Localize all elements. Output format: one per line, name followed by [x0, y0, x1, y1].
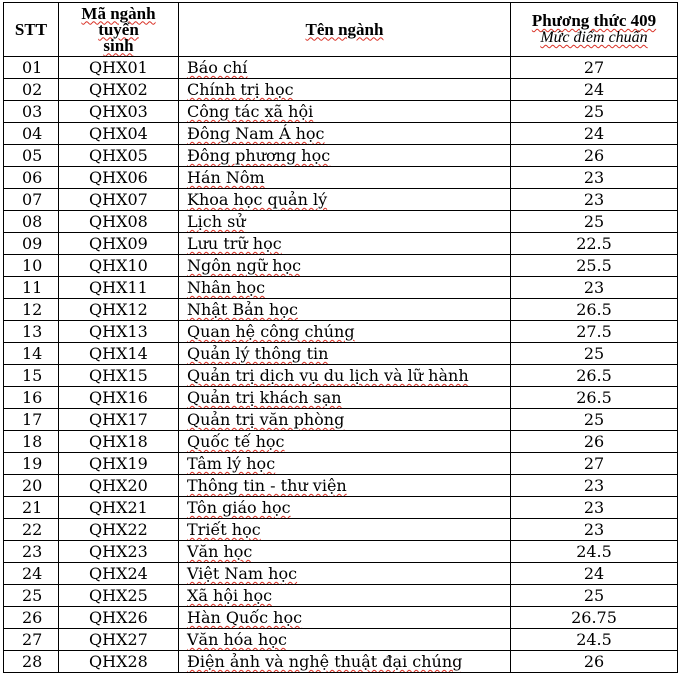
table-row — [4, 189, 678, 211]
row-stt: 18 — [4, 431, 59, 453]
row-major-name — [179, 519, 511, 541]
row-code: QHX22 — [59, 519, 179, 541]
row-stt: 21 — [4, 497, 59, 519]
row-code: QHX27 — [59, 629, 179, 651]
table-row — [4, 123, 678, 145]
row-code: QHX19 — [59, 453, 179, 475]
row-major-name — [179, 607, 511, 629]
row-major-name — [179, 79, 511, 101]
table-row — [4, 453, 678, 475]
table-row — [4, 299, 678, 321]
row-major-name — [179, 255, 511, 277]
header-name-label: Tên ngành — [305, 19, 384, 39]
row-score: 24 — [511, 563, 678, 585]
row-major-name — [179, 431, 511, 453]
row-major-name — [179, 277, 511, 299]
table-row — [4, 233, 678, 255]
row-code: QHX15 — [59, 365, 179, 387]
row-score: 26.5 — [511, 299, 678, 321]
table-row — [4, 607, 678, 629]
row-major-name — [179, 123, 511, 145]
row-major-name-text: Nhân học — [187, 278, 266, 297]
row-code: QHX01 — [59, 57, 179, 79]
row-code: QHX26 — [59, 607, 179, 629]
table-row — [4, 541, 678, 563]
row-major-name — [179, 387, 511, 409]
row-major-name-text: Nhật Bản học — [187, 300, 298, 319]
row-code: QHX17 — [59, 409, 179, 431]
header-name — [179, 3, 511, 57]
row-code: QHX23 — [59, 541, 179, 563]
row-score: 24.5 — [511, 541, 678, 563]
header-stt: STT — [4, 3, 59, 57]
row-code: QHX05 — [59, 145, 179, 167]
row-stt: 14 — [4, 343, 59, 365]
row-score: 23 — [511, 475, 678, 497]
row-major-name-text: Quan hệ công chúng — [187, 322, 355, 341]
row-score: 26.5 — [511, 387, 678, 409]
row-major-name-text: Khoa học quản lý — [187, 190, 328, 209]
table-body — [4, 57, 678, 673]
row-major-name — [179, 299, 511, 321]
row-code: QHX28 — [59, 651, 179, 673]
row-major-name — [179, 145, 511, 167]
row-code: QHX11 — [59, 277, 179, 299]
row-code: QHX16 — [59, 387, 179, 409]
row-score: 25 — [511, 585, 678, 607]
row-major-name-text: Xã hội học — [187, 586, 273, 605]
table-row — [4, 387, 678, 409]
row-major-name-text: Quản trị khách sạn — [187, 388, 342, 407]
row-major-name-text: Quản trị văn phòng — [187, 410, 345, 429]
row-stt: 01 — [4, 57, 59, 79]
row-stt: 24 — [4, 563, 59, 585]
row-stt: 22 — [4, 519, 59, 541]
header-code-line3: sinh — [103, 35, 134, 55]
row-major-name-text: Văn hóa học — [187, 630, 287, 649]
row-major-name-text: Thông tin - thư viện — [187, 476, 347, 495]
row-code: QHX12 — [59, 299, 179, 321]
row-major-name — [179, 343, 511, 365]
table-row — [4, 277, 678, 299]
table-row — [4, 343, 678, 365]
row-stt: 23 — [4, 541, 59, 563]
row-stt: 17 — [4, 409, 59, 431]
table-row — [4, 475, 678, 497]
row-code: QHX07 — [59, 189, 179, 211]
row-major-name-text: Quản trị dịch vụ du lịch và lữ hành — [187, 366, 469, 385]
table-row — [4, 79, 678, 101]
row-code: QHX10 — [59, 255, 179, 277]
row-stt: 11 — [4, 277, 59, 299]
row-major-name-text: Hàn Quốc học — [187, 608, 303, 627]
header-method-label: Phương thức 409 — [531, 11, 657, 30]
row-major-name — [179, 629, 511, 651]
row-major-name — [179, 211, 511, 233]
row-stt: 03 — [4, 101, 59, 123]
row-major-name-text: Ngôn ngữ học — [187, 256, 302, 275]
row-score: 26.75 — [511, 607, 678, 629]
row-stt: 28 — [4, 651, 59, 673]
header-code — [59, 3, 179, 57]
table-row — [4, 167, 678, 189]
row-code: QHX13 — [59, 321, 179, 343]
table-row — [4, 365, 678, 387]
row-code: QHX18 — [59, 431, 179, 453]
table-row — [4, 585, 678, 607]
table-row — [4, 211, 678, 233]
row-code: QHX02 — [59, 79, 179, 101]
row-major-name-text: Văn học — [187, 542, 253, 561]
row-score: 22.5 — [511, 233, 678, 255]
row-major-name-text: Lưu trữ học — [187, 234, 282, 253]
row-stt: 07 — [4, 189, 59, 211]
table-row — [4, 409, 678, 431]
row-major-name-text: Công tác xã hội — [187, 102, 314, 121]
row-major-name — [179, 409, 511, 431]
row-stt: 04 — [4, 123, 59, 145]
table-row — [4, 101, 678, 123]
table-row — [4, 431, 678, 453]
row-stt: 06 — [4, 167, 59, 189]
row-stt: 10 — [4, 255, 59, 277]
row-major-name — [179, 167, 511, 189]
row-score: 26 — [511, 145, 678, 167]
header-code-line2: tuyển — [98, 19, 139, 39]
row-code: QHX14 — [59, 343, 179, 365]
row-code: QHX24 — [59, 563, 179, 585]
row-major-name-text: Báo chí — [187, 58, 248, 77]
row-major-name — [179, 585, 511, 607]
row-stt: 25 — [4, 585, 59, 607]
table-row — [4, 629, 678, 651]
row-score: 24 — [511, 123, 678, 145]
row-major-name — [179, 57, 511, 79]
table-row — [4, 563, 678, 585]
row-code: QHX09 — [59, 233, 179, 255]
row-code: QHX04 — [59, 123, 179, 145]
row-major-name — [179, 475, 511, 497]
row-score: 23 — [511, 519, 678, 541]
row-stt: 20 — [4, 475, 59, 497]
admission-score-table — [3, 2, 678, 673]
header-method — [511, 3, 678, 57]
row-stt: 15 — [4, 365, 59, 387]
row-stt: 26 — [4, 607, 59, 629]
row-stt: 13 — [4, 321, 59, 343]
row-major-name-text: Quản lý thông tin — [187, 344, 329, 363]
row-major-name-text: Hán Nôm — [187, 168, 265, 187]
row-code: QHX06 — [59, 167, 179, 189]
row-score: 26.5 — [511, 365, 678, 387]
row-major-name-text: Chính trị học — [187, 80, 294, 99]
row-code: QHX20 — [59, 475, 179, 497]
row-score: 27.5 — [511, 321, 678, 343]
row-major-name — [179, 541, 511, 563]
row-major-name-text: Lịch sử — [187, 212, 246, 231]
table-row — [4, 519, 678, 541]
row-score: 25 — [511, 409, 678, 431]
row-major-name-text: Việt Nam học — [187, 564, 298, 583]
table-row — [4, 651, 678, 673]
row-score: 23 — [511, 497, 678, 519]
row-score: 27 — [511, 57, 678, 79]
row-code: QHX08 — [59, 211, 179, 233]
table-row — [4, 255, 678, 277]
row-major-name-text: Tôn giáo học — [187, 498, 291, 517]
row-stt: 08 — [4, 211, 59, 233]
header-code-line1: Mã ngành — [81, 3, 156, 23]
row-score: 23 — [511, 189, 678, 211]
row-score: 26 — [511, 651, 678, 673]
row-major-name — [179, 233, 511, 255]
row-score: 24.5 — [511, 629, 678, 651]
row-major-name-text: Điện ảnh và nghệ thuật đại chúng — [187, 652, 463, 671]
row-major-name-text: Tâm lý học — [187, 454, 276, 473]
row-code: QHX21 — [59, 497, 179, 519]
table-row — [4, 321, 678, 343]
row-score: 27 — [511, 453, 678, 475]
table-header-row — [4, 3, 678, 57]
row-major-name-text: Triết học — [187, 520, 261, 539]
table-row — [4, 145, 678, 167]
row-stt: 16 — [4, 387, 59, 409]
row-major-name — [179, 563, 511, 585]
row-stt: 12 — [4, 299, 59, 321]
table-row — [4, 57, 678, 79]
row-score: 26 — [511, 431, 678, 453]
row-score: 25 — [511, 211, 678, 233]
row-score: 23 — [511, 167, 678, 189]
row-score: 25 — [511, 101, 678, 123]
row-major-name — [179, 189, 511, 211]
row-stt: 02 — [4, 79, 59, 101]
row-major-name-text: Quốc tế học — [187, 432, 285, 451]
row-stt: 09 — [4, 233, 59, 255]
row-major-name — [179, 497, 511, 519]
row-stt: 27 — [4, 629, 59, 651]
row-score: 25.5 — [511, 255, 678, 277]
row-score: 25 — [511, 343, 678, 365]
row-major-name-text: Đông phương học — [187, 146, 331, 165]
row-stt: 05 — [4, 145, 59, 167]
row-major-name — [179, 365, 511, 387]
row-score: 23 — [511, 277, 678, 299]
row-code: QHX25 — [59, 585, 179, 607]
row-stt: 19 — [4, 453, 59, 475]
table-row — [4, 497, 678, 519]
row-major-name — [179, 453, 511, 475]
row-major-name — [179, 101, 511, 123]
row-code: QHX03 — [59, 101, 179, 123]
row-major-name — [179, 651, 511, 673]
row-major-name — [179, 321, 511, 343]
header-score-sub: Mức điểm chuẩn — [540, 29, 648, 46]
row-major-name-text: Đông Nam Á học — [187, 124, 325, 143]
row-score: 24 — [511, 79, 678, 101]
